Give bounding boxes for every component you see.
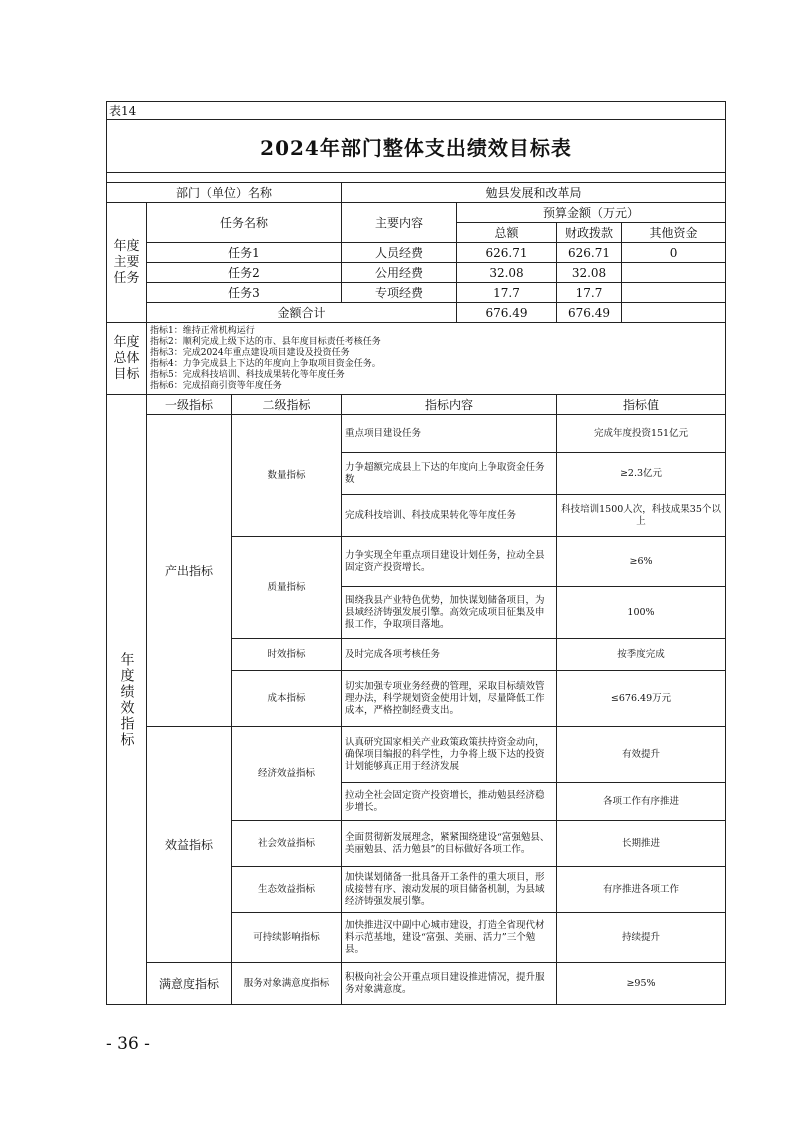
task-other — [622, 283, 726, 303]
indicator-content: 力争超额完成县上下达的年度向上争取资金任务数 — [342, 453, 557, 495]
task-content: 专项经费 — [342, 283, 457, 303]
page-number: - 36 - — [106, 1034, 150, 1054]
indicator-value: ≥95% — [557, 963, 726, 1005]
sustain-indicator-label: 可持续影响指标 — [232, 913, 342, 963]
page-title: 2024年部门整体支出绩效目标表 — [107, 120, 726, 173]
task-total: 17.7 — [457, 283, 557, 303]
indicator-value: 科技培训1500人次，科技成果35个以上 — [557, 495, 726, 537]
sum-fiscal: 676.49 — [557, 303, 622, 323]
dept-name: 勉县发展和改革局 — [342, 183, 726, 203]
indicator-value: 按季度完成 — [557, 639, 726, 671]
cost-indicator-label: 成本指标 — [232, 671, 342, 727]
table-row — [107, 263, 726, 283]
performance-table — [106, 101, 726, 1005]
social-indicator-label: 社会效益指标 — [232, 821, 342, 867]
indicators-section-label: 年度绩效指标 — [107, 395, 147, 1005]
quality-indicator-label: 质量指标 — [232, 537, 342, 639]
task-fiscal: 626.71 — [557, 243, 622, 263]
indicator-content: 拉动全社会固定资产投资增长，推动勉县经济稳步增长。 — [342, 783, 557, 821]
indicator-content: 及时完成各项考核任务 — [342, 639, 557, 671]
eco-indicator-label: 生态效益指标 — [232, 867, 342, 913]
value-header: 指标值 — [557, 395, 726, 415]
indicator-content: 围绕我县产业特色优势，加快谋划储备项目，为县域经济铸强发展引擎。高效完成项目征集及申报工作，争取项目落地。 — [342, 587, 557, 639]
indicator-content: 力争实现全年重点项目建设计划任务，拉动全县固定资产投资增长。 — [342, 537, 557, 587]
indicator-content: 完成科技培训、科技成果转化等年度任务 — [342, 495, 557, 537]
task-name: 任务2 — [147, 263, 342, 283]
level1-header: 一级指标 — [147, 395, 232, 415]
fiscal-header: 财政拨款 — [557, 223, 622, 243]
indicator-content: 加快推进汉中副中心城市建设，打造全省现代材料示范基地，建设“富强、美丽、活力”三个勉县。 — [342, 913, 557, 963]
content-header: 指标内容 — [342, 395, 557, 415]
goal-item: 指标4：力争完成县上下达的年度向上争取项目资金任务。 — [150, 358, 381, 369]
goal-item: 指标2：顺利完成上级下达的市、县年度目标责任考核任务 — [150, 336, 381, 347]
performance-table-sheet — [106, 101, 725, 1005]
indicator-value: 各项工作有序推进 — [557, 783, 726, 821]
table-row — [107, 243, 726, 263]
goal-item: 指标5：完成科技培训、科技成果转化等年度任务 — [150, 369, 345, 380]
dept-label: 部门（单位）名称 — [107, 183, 342, 203]
indicator-value: 有效提升 — [557, 727, 726, 783]
task-total: 626.71 — [457, 243, 557, 263]
goal-item: 指标1：维持正常机构运行 — [150, 325, 255, 336]
task-fiscal: 32.08 — [557, 263, 622, 283]
indicator-value: 完成年度投资151亿元 — [557, 415, 726, 453]
econ-indicator-label: 经济效益指标 — [232, 727, 342, 821]
sum-other — [622, 303, 726, 323]
task-name: 任务1 — [147, 243, 342, 263]
indicator-value: ≤676.49万元 — [557, 671, 726, 727]
task-other — [622, 263, 726, 283]
task-content: 公用经费 — [342, 263, 457, 283]
timeliness-indicator-label: 时效指标 — [232, 639, 342, 671]
task-name: 任务3 — [147, 283, 342, 303]
total-header: 总额 — [457, 223, 557, 243]
other-header: 其他资金 — [622, 223, 726, 243]
goals-section-label: 年度总体目标 — [107, 323, 147, 395]
quantity-indicator-label: 数量指标 — [232, 415, 342, 537]
indicator-content: 加快谋划储备一批具备开工条件的重大项目，形成接替有序、滚动发展的项目储备机制，为县域经济铸强发展引擎。 — [342, 867, 557, 913]
tasks-section-label: 年度主要任务 — [107, 203, 147, 323]
goal-item: 指标6：完成招商引资等年度任务 — [150, 380, 282, 391]
service-indicator-label: 服务对象满意度指标 — [232, 963, 342, 1005]
sum-total: 676.49 — [457, 303, 557, 323]
indicator-value: 有序推进各项工作 — [557, 867, 726, 913]
table-number: 表14 — [107, 102, 726, 120]
indicator-value: 长期推进 — [557, 821, 726, 867]
indicator-value: ≥6% — [557, 537, 726, 587]
satisfaction-indicator-label: 满意度指标 — [147, 963, 232, 1005]
goal-item: 指标3：完成2024年重点建设项目建设及投资任务 — [150, 347, 350, 358]
indicator-value: 100% — [557, 587, 726, 639]
indicator-content: 切实加强专项业务经费的管理，采取目标绩效管理办法，科学规划资金使用计划，尽量降低工作成本，严格控制经费支出。 — [342, 671, 557, 727]
indicator-content: 积极向社会公开重点项目建设推进情况，提升服务对象满意度。 — [342, 963, 557, 1005]
task-name-header: 任务名称 — [147, 203, 342, 243]
output-indicator-label: 产出指标 — [147, 415, 232, 727]
sum-label: 金额合计 — [147, 303, 457, 323]
indicator-value: 持续提升 — [557, 913, 726, 963]
budget-header: 预算金额（万元） — [457, 203, 726, 223]
spacer-row — [107, 173, 726, 183]
task-content-header: 主要内容 — [342, 203, 457, 243]
indicator-value: ≥2.3亿元 — [557, 453, 726, 495]
indicator-content: 认真研究国家相关产业政策政策扶持资金动向，确保项目编报的科学性，力争将上级下达的投资计划能够真正用于经济发展 — [342, 727, 557, 783]
task-total: 32.08 — [457, 263, 557, 283]
task-fiscal: 17.7 — [557, 283, 622, 303]
task-other: 0 — [622, 243, 726, 263]
table-row — [107, 283, 726, 303]
indicator-content: 全面贯彻新发展理念，紧紧围绕建设“富强勉县、美丽勉县、活力勉县”的目标做好各项工作。 — [342, 821, 557, 867]
task-content: 人员经费 — [342, 243, 457, 263]
indicator-content: 重点项目建设任务 — [342, 415, 557, 453]
benefit-indicator-label: 效益指标 — [147, 727, 232, 963]
level2-header: 二级指标 — [232, 395, 342, 415]
goals-list — [147, 323, 726, 395]
